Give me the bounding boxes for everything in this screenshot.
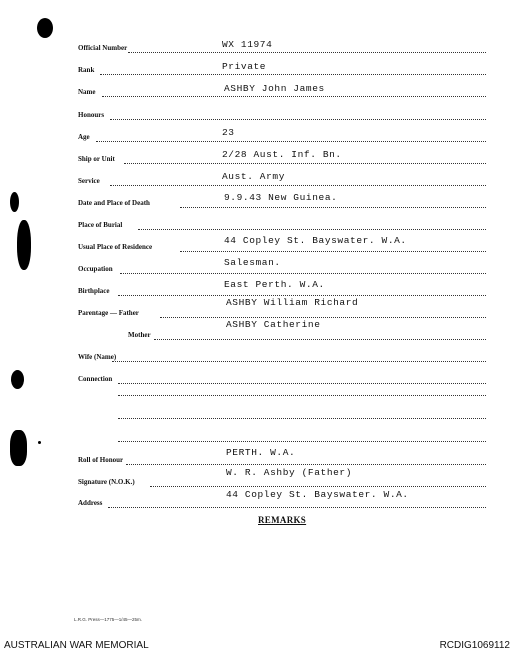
dotted-line xyxy=(112,361,486,362)
dotted-line-extra xyxy=(118,418,486,419)
label-name: Name xyxy=(78,88,96,96)
label-parentage-mother: Mother xyxy=(128,331,151,339)
dotted-line xyxy=(150,486,486,487)
label-usual-residence: Usual Place of Residence xyxy=(78,243,153,251)
row-address xyxy=(0,489,514,510)
value-date-place-death: 9.9.43 New Guinea. xyxy=(224,192,338,203)
label-service: Service xyxy=(78,177,100,185)
row-parentage-mother xyxy=(0,319,514,342)
row-signature xyxy=(0,467,514,488)
value-roll-of-honour: PERTH. W.A. xyxy=(226,447,296,458)
row-birthplace xyxy=(0,279,514,298)
row-connection xyxy=(0,372,514,386)
footer-archive-name: AUSTRALIAN WAR MEMORIAL xyxy=(4,640,149,651)
footer-record-id: RCDIG1069112 xyxy=(439,640,510,651)
label-place-of-burial: Place of Burial xyxy=(78,221,123,229)
value-occupation: Salesman. xyxy=(224,257,281,268)
label-official-number: Official Number xyxy=(78,44,128,52)
dotted-line xyxy=(124,163,486,164)
row-usual-residence xyxy=(0,235,514,254)
dotted-line xyxy=(160,317,486,318)
value-birthplace: East Perth. W.A. xyxy=(224,279,325,290)
punch-hole-top xyxy=(37,18,53,38)
dotted-line xyxy=(126,464,486,465)
value-rank: Private xyxy=(222,61,267,72)
value-ship-or-unit: 2/28 Aust. Inf. Bn. xyxy=(222,149,342,160)
label-honours: Honours xyxy=(78,111,105,119)
dotted-line xyxy=(110,119,486,120)
speck-mark xyxy=(38,441,41,444)
remarks-heading: REMARKS xyxy=(258,515,307,525)
row-service xyxy=(0,171,514,188)
row-wife xyxy=(0,350,514,364)
row-place-of-burial xyxy=(0,218,514,232)
row-age xyxy=(0,127,514,144)
dotted-line xyxy=(128,52,486,53)
dotted-line-extra xyxy=(118,441,486,442)
dotted-line xyxy=(108,507,486,508)
dotted-line-extra xyxy=(118,395,486,396)
dotted-line xyxy=(154,339,486,340)
row-official-number xyxy=(0,39,514,56)
label-signature: Signature (N.O.K.) xyxy=(78,478,135,486)
dotted-line xyxy=(118,295,486,296)
label-connection: Connection xyxy=(78,375,113,383)
label-address: Address xyxy=(78,499,103,507)
dotted-line xyxy=(180,207,486,208)
label-age: Age xyxy=(78,133,90,141)
dotted-line xyxy=(102,96,486,97)
dotted-line xyxy=(110,185,486,186)
label-rank: Rank xyxy=(78,66,95,74)
label-wife: Wife (Name) xyxy=(78,353,117,361)
dotted-line xyxy=(180,251,486,252)
label-date-place-death: Date and Place of Death xyxy=(78,199,150,207)
value-official-number: WX 11974 xyxy=(222,39,273,50)
dotted-line xyxy=(138,229,486,230)
label-roll-of-honour: Roll of Honour xyxy=(78,456,124,464)
row-date-place-death xyxy=(0,192,514,210)
row-rank xyxy=(0,61,514,78)
label-parentage-father: Parentage — Father xyxy=(78,309,139,317)
value-name: ASHBY John James xyxy=(224,83,325,94)
dotted-line xyxy=(96,141,486,142)
dotted-line xyxy=(120,273,486,274)
value-address: 44 Copley St. Bayswater. W.A. xyxy=(226,489,409,500)
value-usual-residence: 44 Copley St. Bayswater. W.A. xyxy=(224,235,407,246)
row-ship-or-unit xyxy=(0,149,514,166)
dotted-line xyxy=(118,383,486,384)
label-birthplace: Birthplace xyxy=(78,287,110,295)
row-occupation xyxy=(0,257,514,276)
row-name xyxy=(0,83,514,100)
value-parentage-mother: ASHBY Catherine xyxy=(226,319,321,330)
value-service: Aust. Army xyxy=(222,171,286,182)
value-age: 23 xyxy=(222,127,235,138)
row-roll-of-honour xyxy=(0,447,514,466)
label-ship-or-unit: Ship or Unit xyxy=(78,155,115,163)
dotted-line xyxy=(100,74,486,75)
value-parentage-father: ASHBY William Richard xyxy=(226,297,359,308)
row-honours xyxy=(0,108,514,122)
row-parentage-father xyxy=(0,297,514,320)
value-signature: W. R. Ashby (Father) xyxy=(226,467,353,478)
printer-imprint: L.R.G. Press—1775—1/45—25m. xyxy=(74,617,143,622)
label-occupation: Occupation xyxy=(78,265,113,273)
